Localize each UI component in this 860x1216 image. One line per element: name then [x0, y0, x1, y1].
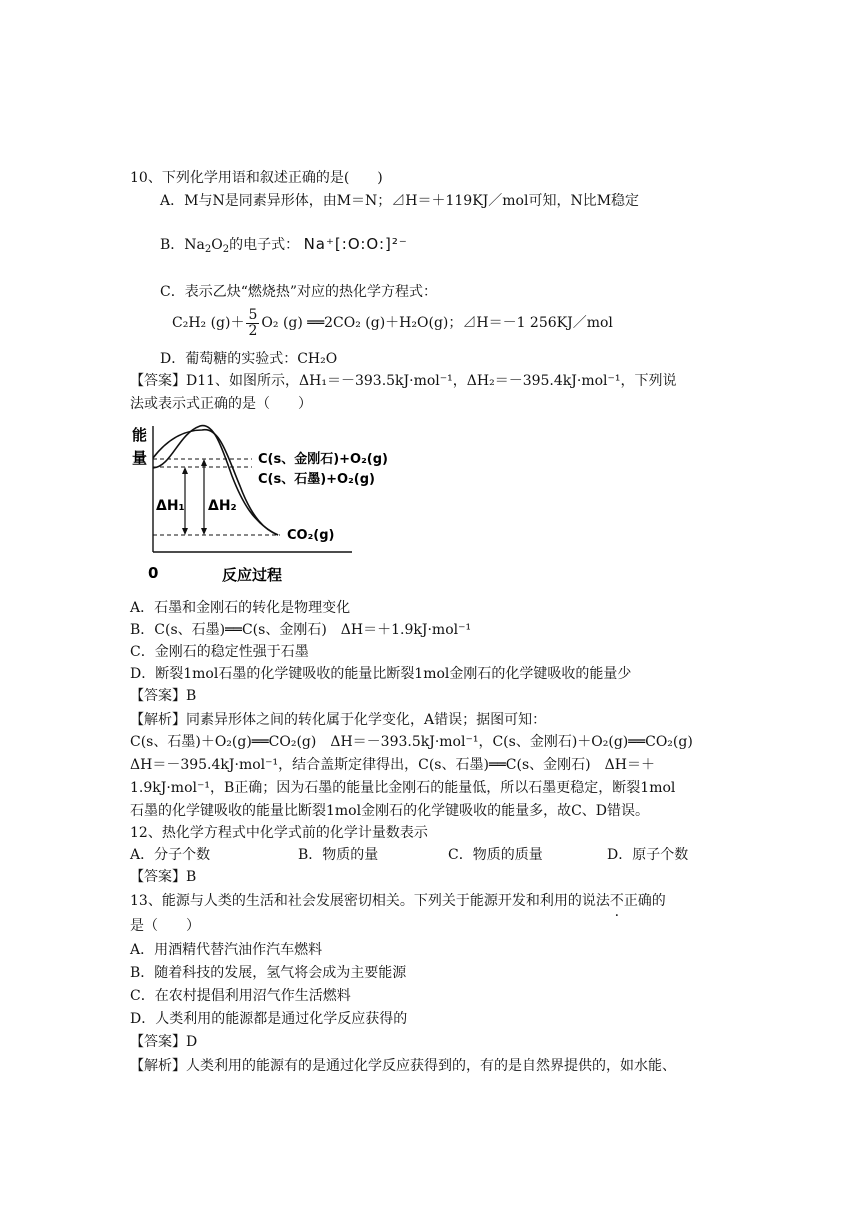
q11-option-b: B．C(s、石墨)══C(s、金刚石) ΔH＝＋1.9kJ·mol⁻¹ — [130, 622, 472, 638]
origin-label: 0 — [148, 564, 159, 582]
level-graphite-label: C(s、石墨)+O₂(g) — [258, 472, 375, 487]
q12-option-a: A．分子个数 — [130, 847, 211, 863]
q10-option-d: D．葡萄糖的实验式：CH₂O — [160, 351, 338, 367]
level-diamond-label: C(s、金刚石)+O₂(g) — [258, 452, 388, 467]
q13-option-d: D．人类利用的能源都是通过化学反应获得的 — [130, 1011, 408, 1027]
q11-option-c: C．金刚石的稳定性强于石墨 — [130, 644, 309, 660]
q11-analysis-line3: ΔH＝－395.4kJ·mol⁻¹，结合盖斯定律得出，C(s、石墨)══C(s、金刚石) ΔH＝＋ — [130, 757, 655, 773]
q10-stem: 10、下列化学用语和叙述正确的是( ) — [130, 170, 383, 186]
q11-option-a: A．石墨和金刚石的转化是物理变化 — [130, 600, 351, 616]
q11-analysis-line4: 1.9kJ·mol⁻¹，B正确；因为石墨的能量比金刚石的能量低，所以石墨更稳定，断裂1mol — [130, 780, 676, 796]
y-axis-label-bottom: 量 — [132, 449, 148, 467]
q12-stem: 12、热化学方程式中化学式前的化学计量数表示 — [130, 825, 428, 841]
q11-analysis-line5: 石墨的化学键吸收的能量比断裂1mol金刚石的化学键吸收的能量多，故C、D错误。 — [130, 803, 650, 819]
q10-option-c: C．表示乙炔“燃烧热”对应的热化学方程式： — [160, 284, 438, 300]
q13-analysis: 【解析】人类利用的能源有的是通过化学反应获得到的，有的是自然界提供的，如水能、 — [130, 1058, 676, 1074]
y-axis-label-top: 能 — [132, 426, 148, 444]
na2o2-electron-formula: Na⁺[:O:O:]²⁻ — [303, 235, 408, 253]
q10-option-b: B．$Na_2O_2$的电子式： Na⁺[:O:O:]²⁻ — [160, 235, 408, 255]
q13-answer: 【答案】D — [130, 1034, 198, 1050]
q11-analysis-line1: 【解析】同素异形体之间的转化属于化学变化，A错误；据图可知： — [130, 712, 547, 728]
energy-diagram — [130, 418, 410, 588]
q10-option-a: A．M与N是同素异形体，由M＝N；⊿H＝＋119KJ／mol可知，N比M稳定 — [160, 193, 640, 209]
q11-stem-line1: 【答案】D11、如图所示，ΔH₁＝－393.5kJ·mol⁻¹，ΔH₂＝－395.4kJ·mol⁻¹，下列说 — [130, 373, 677, 389]
fraction-five-halves: $\frac{5}{2}$ — [248, 306, 258, 339]
q12-option-c: C．物质的质量 — [448, 847, 543, 863]
q13-option-c: C．在农村提倡利用沼气作生活燃料 — [130, 988, 351, 1004]
q11-option-d: D．断裂1mol石墨的化学键吸收的能量比断裂1mol金刚石的化学键吸收的能量少 — [130, 666, 632, 682]
delta-h1-label: ΔH₁ — [156, 498, 185, 514]
level-co2-label: CO₂(g) — [287, 528, 335, 543]
x-axis-label: 反应过程 — [222, 566, 283, 584]
delta-h2-label: ΔH₂ — [208, 498, 237, 514]
q11-answer: 【答案】B — [130, 688, 197, 704]
q13-option-b: B．随着科技的发展，氢气将会成为主要能源 — [130, 965, 407, 981]
q11-analysis-line2: C(s、石墨)＋O₂(g)══CO₂(g) ΔH＝－393.5kJ·mol⁻¹，C(s、金刚石)＋O₂(g)══CO₂(g) — [130, 734, 693, 750]
q13-stem-line1: 13、能源与人类的生活和社会发展密切相关。下列关于能源开发和利用的说法不正确的 — [130, 893, 666, 909]
emphasis-not: 不 — [609, 893, 624, 909]
q12-option-d: D．原子个数 — [607, 847, 689, 863]
q13-stem-line2: 是（ ） — [130, 918, 200, 934]
q12-option-b: B．物质的量 — [298, 847, 379, 863]
q13-option-a: A．用酒精代替汽油作汽车燃料 — [130, 942, 323, 958]
q10-option-c-equation: C₂H₂ (g)＋ $\frac{5}{2}$ O₂ (g) ══2CO₂ (g)＋H₂O(g)；⊿H＝－1 256KJ／mol — [172, 306, 613, 339]
q12-answer: 【答案】B — [130, 869, 197, 885]
q11-stem-line2: 法或表示式正确的是（ ） — [130, 396, 312, 412]
